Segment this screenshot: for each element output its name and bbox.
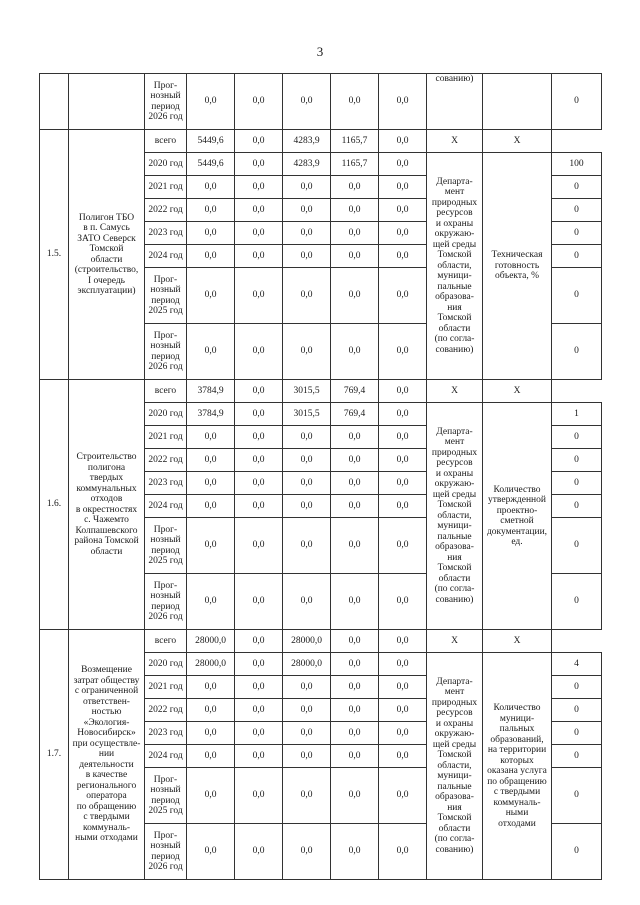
indicator-value-cell: 0 — [552, 245, 602, 268]
period-cell: 2023 год — [145, 722, 187, 745]
amount-cell: 0,0 — [187, 745, 235, 768]
amount-cell: 0,0 — [331, 268, 379, 324]
indicator-text: Техническая готовность объекта, % — [491, 250, 543, 282]
period-cell: всего — [145, 130, 187, 153]
amount-cell: 0,0 — [379, 722, 427, 745]
amount-cell: 0,0 — [331, 768, 379, 824]
amount-cell: 0,0 — [235, 245, 283, 268]
amount-cell: 0,0 — [283, 574, 331, 630]
amount-cell: 0,0 — [379, 495, 427, 518]
amount-cell: 0,0 — [235, 745, 283, 768]
executor-mark: Х — [427, 380, 483, 403]
amount-cell: 0,0 — [331, 630, 379, 653]
period-cell: 2021 год — [145, 676, 187, 699]
amount-cell: 0,0 — [379, 324, 427, 380]
indicator-value-cell: 0 — [552, 518, 602, 574]
amount-cell: 0,0 — [187, 324, 235, 380]
period-cell: 2024 год — [145, 245, 187, 268]
amount-cell: 0,0 — [283, 245, 331, 268]
amount-cell: 0,0 — [331, 574, 379, 630]
amount-cell: 0,0 — [379, 449, 427, 472]
amount-cell: 0,0 — [379, 380, 427, 403]
indicator-value-cell: 0 — [552, 74, 602, 130]
amount-cell: 0,0 — [379, 176, 427, 199]
amount-cell: 3784,9 — [187, 380, 235, 403]
amount-cell: 0,0 — [379, 245, 427, 268]
amount-cell: 0,0 — [187, 74, 235, 130]
indicator-name-cell — [483, 74, 552, 130]
amount-cell: 0,0 — [235, 380, 283, 403]
period-cell: Прог- нозный период 2026 год — [145, 324, 187, 380]
amount-cell: 4283,9 — [283, 130, 331, 153]
table-body — [40, 74, 602, 880]
amount-cell: 0,0 — [379, 699, 427, 722]
indicator-value-cell: 4 — [552, 653, 602, 676]
amount-cell: 0,0 — [379, 768, 427, 824]
amount-cell: 0,0 — [379, 153, 427, 176]
amount-cell: 0,0 — [331, 824, 379, 880]
amount-cell: 769,4 — [331, 380, 379, 403]
amount-cell: 0,0 — [187, 495, 235, 518]
executor-text: Департа- мент природных ресурсов и охраны окружаю- щей среды Томской области, муници- пальные образова- ния Томской области (по согла- сованию) — [431, 676, 478, 855]
indicator-value-cell: 0 — [552, 324, 602, 380]
indicator-value-cell: 0 — [552, 722, 602, 745]
amount-cell: 0,0 — [283, 768, 331, 824]
table-row — [40, 380, 602, 403]
amount-cell: 0,0 — [187, 245, 235, 268]
amount-cell: 0,0 — [379, 518, 427, 574]
period-cell: 2024 год — [145, 745, 187, 768]
indicator-value-cell: 0 — [552, 268, 602, 324]
section-name — [69, 630, 145, 880]
period-cell: 2020 год — [145, 403, 187, 426]
amount-cell: 0,0 — [187, 518, 235, 574]
indicator-value-cell: 0 — [552, 574, 602, 630]
period-cell: 2022 год — [145, 449, 187, 472]
amount-cell: 4283,9 — [283, 153, 331, 176]
amount-cell: 0,0 — [235, 130, 283, 153]
indicator-value-cell: 1 — [552, 403, 602, 426]
indicator-value-cell: 0 — [552, 824, 602, 880]
amount-cell: 0,0 — [379, 574, 427, 630]
amount-cell: 0,0 — [235, 824, 283, 880]
amount-cell: 0,0 — [187, 574, 235, 630]
amount-cell: 0,0 — [235, 722, 283, 745]
amount-cell: 0,0 — [283, 426, 331, 449]
amount-cell: 0,0 — [187, 222, 235, 245]
amount-cell: 0,0 — [283, 699, 331, 722]
amount-cell: 0,0 — [187, 268, 235, 324]
amount-cell: 0,0 — [187, 722, 235, 745]
amount-cell: 28000,0 — [283, 653, 331, 676]
amount-cell: 0,0 — [331, 176, 379, 199]
amount-cell: 0,0 — [331, 722, 379, 745]
section-name — [69, 130, 145, 380]
indicator-name-cell — [483, 403, 552, 630]
amount-cell: 0,0 — [235, 449, 283, 472]
amount-cell: 0,0 — [235, 699, 283, 722]
period-cell: Прог- нозный период 2025 год — [145, 268, 187, 324]
period-cell: 2020 год — [145, 153, 187, 176]
section-number: 1.7. — [40, 630, 69, 880]
amount-cell: 0,0 — [331, 199, 379, 222]
section-name-text: Возмещение затрат обществу с ограниченной ответствен- ностью «Экология- Новосибирск» при осуществле- нии деятельности в качестве регионального оператора по обращению с твердыми коммуналь- ными отходами — [72, 665, 141, 844]
table-row — [40, 130, 602, 153]
period-cell: Прог- нозный период 2026 год — [145, 74, 187, 130]
amount-cell: 28000,0 — [187, 653, 235, 676]
amount-cell: 0,0 — [283, 722, 331, 745]
indicator-value-cell: 0 — [552, 472, 602, 495]
indicator-mark: Х — [483, 130, 552, 153]
amount-cell: 0,0 — [187, 472, 235, 495]
indicator-value-cell: 0 — [552, 699, 602, 722]
amount-cell: 0,0 — [235, 153, 283, 176]
indicator-value-cell: 100 — [552, 153, 602, 176]
section-number: 1.6. — [40, 380, 69, 630]
amount-cell: 0,0 — [379, 74, 427, 130]
amount-cell: 0,0 — [379, 403, 427, 426]
amount-cell: 28000,0 — [283, 630, 331, 653]
amount-cell: 0,0 — [379, 676, 427, 699]
amount-cell: 0,0 — [235, 676, 283, 699]
amount-cell: 0,0 — [331, 745, 379, 768]
period-cell: 2022 год — [145, 699, 187, 722]
period-cell: Прог- нозный период 2026 год — [145, 574, 187, 630]
amount-cell: 5449,6 — [187, 130, 235, 153]
amount-cell: 0,0 — [379, 130, 427, 153]
executor-text: Департа- мент природных ресурсов и охраны окружаю- щей среды Томской области, муници- пальные образова- ния Томской области (по согла- сованию) — [431, 176, 478, 355]
amount-cell: 0,0 — [331, 699, 379, 722]
amount-cell: 0,0 — [187, 199, 235, 222]
amount-cell: 0,0 — [331, 472, 379, 495]
amount-cell: 0,0 — [187, 176, 235, 199]
amount-cell: 0,0 — [235, 574, 283, 630]
table-row — [40, 630, 602, 653]
amount-cell: 0,0 — [283, 518, 331, 574]
indicator-value-cell: 0 — [552, 768, 602, 824]
amount-cell: 0,0 — [283, 324, 331, 380]
amount-cell: 0,0 — [283, 74, 331, 130]
amount-cell: 0,0 — [235, 403, 283, 426]
amount-cell: 0,0 — [235, 426, 283, 449]
amount-cell: 0,0 — [331, 74, 379, 130]
indicator-value-cell: 0 — [552, 176, 602, 199]
amount-cell: 1165,7 — [331, 130, 379, 153]
amount-cell: 0,0 — [283, 824, 331, 880]
executor-text: Департа- мент природных ресурсов и охраны окружаю- щей среды Томской области, муници- пальные образова- ния Томской области (по согла- сованию) — [431, 426, 478, 605]
period-cell: всего — [145, 380, 187, 403]
amount-cell: 0,0 — [235, 222, 283, 245]
amount-cell: 0,0 — [283, 676, 331, 699]
period-cell: 2023 год — [145, 222, 187, 245]
indicator-text: Количество муници- пальных образований, на территории которых оказана услуга по обращению с твердыми коммуналь- ными отходами — [487, 703, 547, 829]
period-cell: 2022 год — [145, 199, 187, 222]
amount-cell: 0,0 — [379, 199, 427, 222]
amount-cell: 0,0 — [331, 518, 379, 574]
indicator-text: Количество утвержденной проектно- сметной документации, ед. — [486, 484, 548, 547]
period-cell: 2021 год — [145, 176, 187, 199]
period-cell: 2020 год — [145, 653, 187, 676]
amount-cell: 0,0 — [331, 495, 379, 518]
indicator-value-cell: 0 — [552, 495, 602, 518]
period-cell: 2021 год — [145, 426, 187, 449]
program-table — [39, 73, 602, 880]
executor-cell — [427, 653, 483, 880]
amount-cell: 0,0 — [379, 426, 427, 449]
name-cell — [69, 74, 145, 130]
indicator-mark: Х — [483, 630, 552, 653]
section-name — [69, 380, 145, 630]
amount-cell: 0,0 — [331, 324, 379, 380]
period-cell: 2023 год — [145, 472, 187, 495]
section-name-text: Строительство полигона твердых коммунальных отходов в окрестностях с. Чажемто Колпашевского района Томской области — [74, 452, 139, 557]
indicator-value-cell: 0 — [552, 449, 602, 472]
amount-cell: 0,0 — [235, 518, 283, 574]
amount-cell: 0,0 — [235, 653, 283, 676]
amount-cell: 0,0 — [235, 176, 283, 199]
amount-cell: 28000,0 — [187, 630, 235, 653]
indicator-mark: Х — [483, 380, 552, 403]
amount-cell: 0,0 — [235, 324, 283, 380]
amount-cell: 0,0 — [235, 630, 283, 653]
executor-mark: Х — [427, 630, 483, 653]
indicator-value-cell: 0 — [552, 676, 602, 699]
amount-cell: 5449,6 — [187, 153, 235, 176]
indicator-value-cell: 0 — [552, 426, 602, 449]
amount-cell: 0,0 — [379, 222, 427, 245]
indicator-value-cell: 0 — [552, 199, 602, 222]
amount-cell: 3015,5 — [283, 403, 331, 426]
period-cell: 2024 год — [145, 495, 187, 518]
table-row — [40, 74, 602, 130]
amount-cell: 0,0 — [283, 472, 331, 495]
amount-cell: 0,0 — [235, 495, 283, 518]
section-number: 1.5. — [40, 130, 69, 380]
indicator-name-cell — [483, 653, 552, 880]
amount-cell: 0,0 — [331, 245, 379, 268]
executor-mark: Х — [427, 130, 483, 153]
amount-cell: 0,0 — [283, 745, 331, 768]
amount-cell: 0,0 — [187, 426, 235, 449]
amount-cell: 0,0 — [331, 676, 379, 699]
indicator-value-cell: 0 — [552, 745, 602, 768]
indicator-name-cell — [483, 153, 552, 380]
amount-cell: 0,0 — [235, 74, 283, 130]
amount-cell: 0,0 — [331, 222, 379, 245]
amount-cell: 769,4 — [331, 403, 379, 426]
amount-cell: 0,0 — [379, 824, 427, 880]
amount-cell: 0,0 — [379, 472, 427, 495]
amount-cell: 0,0 — [331, 426, 379, 449]
amount-cell: 0,0 — [283, 268, 331, 324]
amount-cell: 0,0 — [187, 699, 235, 722]
amount-cell: 0,0 — [379, 653, 427, 676]
amount-cell: 0,0 — [187, 676, 235, 699]
amount-cell: 3784,9 — [187, 403, 235, 426]
amount-cell: 0,0 — [283, 199, 331, 222]
amount-cell: 3015,5 — [283, 380, 331, 403]
page-number: 3 — [316, 44, 324, 59]
amount-cell: 0,0 — [331, 449, 379, 472]
amount-cell: 0,0 — [283, 495, 331, 518]
executor-cell: сованию) — [427, 74, 483, 130]
executor-cell — [427, 153, 483, 380]
period-cell: Прог- нозный период 2025 год — [145, 518, 187, 574]
amount-cell: 0,0 — [235, 768, 283, 824]
amount-cell: 0,0 — [379, 630, 427, 653]
amount-cell: 0,0 — [283, 449, 331, 472]
amount-cell: 1165,7 — [331, 153, 379, 176]
number-cell — [40, 74, 69, 130]
amount-cell: 0,0 — [235, 199, 283, 222]
executor-cell — [427, 403, 483, 630]
period-cell: Прог- нозный период 2025 год — [145, 768, 187, 824]
amount-cell: 0,0 — [235, 268, 283, 324]
amount-cell: 0,0 — [283, 222, 331, 245]
amount-cell: 0,0 — [187, 824, 235, 880]
period-cell: всего — [145, 630, 187, 653]
amount-cell: 0,0 — [187, 449, 235, 472]
period-cell: Прог- нозный период 2026 год — [145, 824, 187, 880]
amount-cell: 0,0 — [235, 472, 283, 495]
section-name-text: Полигон ТБО в п. Самусь ЗАТО Северск Томской области (строительство, I очередь эксплуатации) — [74, 212, 139, 296]
amount-cell: 0,0 — [283, 176, 331, 199]
amount-cell: 0,0 — [187, 768, 235, 824]
amount-cell: 0,0 — [379, 268, 427, 324]
amount-cell: 0,0 — [379, 745, 427, 768]
indicator-value-cell: 0 — [552, 222, 602, 245]
amount-cell: 0,0 — [331, 653, 379, 676]
